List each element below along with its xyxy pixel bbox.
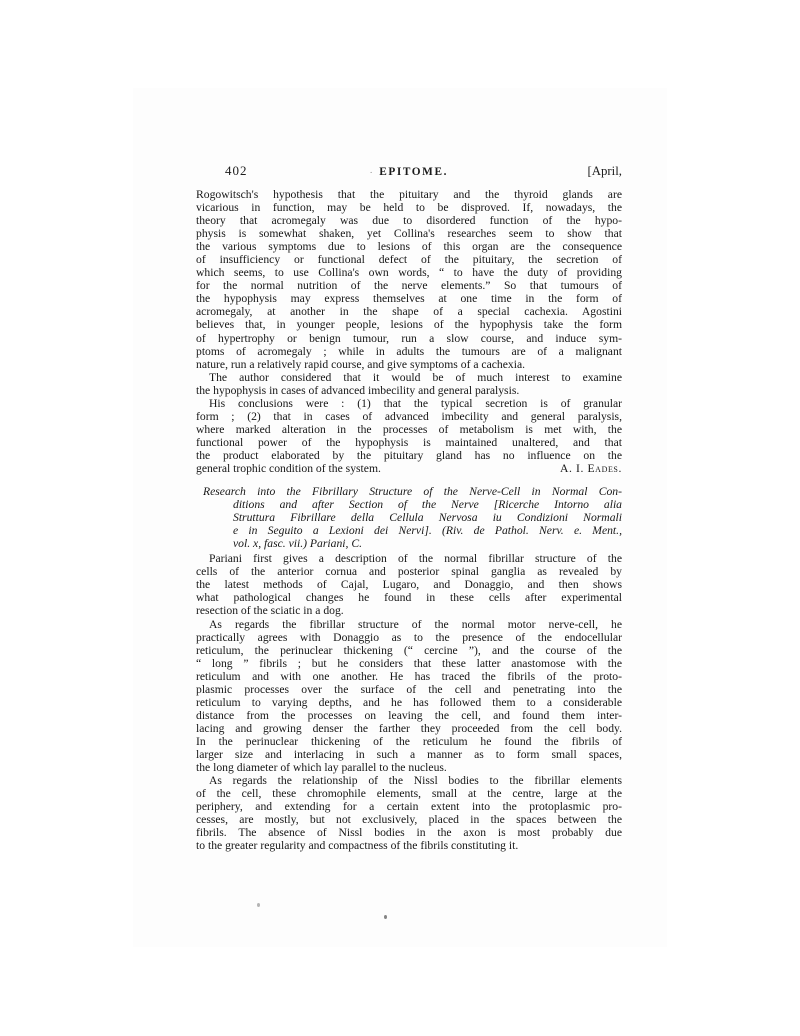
text-line: physis is somewhat shaken, yet Collina's researches seem to show that [196, 227, 622, 241]
text-line: nature, run a relatively rapid course, and give symptoms of a cachexia. [196, 357, 526, 371]
text-line: the latest methods of Cajal, Lugaro, and Donaggio, and then shows [196, 578, 622, 592]
text-line: ditions and after Section of the Nerve [Ricerche Intorno alia [233, 498, 622, 512]
text-line: for the normal nutrition of the nerve elements.” So that tumours of [196, 279, 622, 293]
text-line: practically agrees with Donaggio as to the presence of the endocellular [196, 630, 622, 644]
text-line: Research into the Fibrillary Structure of the Nerve-Cell in Normal Con- [203, 485, 622, 499]
text-line: distance from the processes on leaving the cell, and found them inter- [196, 708, 622, 722]
text-line: theory that acromegaly was due to disordered function of the hypo- [196, 214, 622, 228]
text-line: Rogowitsch's hypothesis that the pituitary and the thyroid glands are [196, 188, 622, 201]
issue-date: [April, [587, 164, 622, 178]
text-line: periphery, and extending for a certain extent into the protoplasmic pro- [196, 800, 622, 814]
text-line: of the cell, these chromophile elements, small at the centre, large at the [196, 787, 622, 801]
text-line: As regards the relationship of the Nissl bodies to the fibrillar elements [209, 774, 622, 788]
scan-artifact-dot [257, 903, 260, 907]
text-line: reticulum, the perinuclear thickening (“ cercine ”), and the course of the [196, 643, 622, 657]
text-line: functional power of the hypophysis is maintained unaltered, and that [196, 435, 622, 449]
text-line: reticulum and with one another. He has traced the fibrils of the proto- [196, 669, 622, 683]
text-line: the long diameter of which lay parallel to the nucleus. [196, 761, 447, 775]
text-line: The author considered that it would be of much interest to examine [209, 370, 622, 384]
text-line: the product elaborated by the pituitary gland has no influence on the [196, 448, 622, 462]
scan-artifact-dot [384, 915, 387, 919]
text-line: resection of the sciatic in a dog. [196, 604, 344, 618]
text-line: His conclusions were : (1) that the typical secretion is of granular [209, 396, 622, 410]
text-line: ptoms of acromegaly ; while in adults the tumours are of a malignant [196, 344, 622, 358]
text-line: cells of the anterior cornua and posterior spinal ganglia as revealed by [196, 565, 622, 579]
text-line: In the perinuclear thickening of the reticulum he found the fibrils of [196, 734, 622, 748]
page-number: 402 [225, 163, 248, 178]
text-line: the various symptoms due to lesions of this organ are the consequence [196, 240, 622, 254]
text-line: of hypertrophy or benign tumour, run a slow course, and induce sym- [196, 331, 622, 345]
text-line: where marked alteration in the processes of metabolism is met with, the [196, 422, 622, 436]
paragraph-pariani-description [196, 552, 622, 617]
paragraph-nissl-bodies [196, 774, 622, 852]
text-line: the hypophysis in cases of advanced imbecility and general paralysis. [196, 383, 520, 397]
text-line: acromegaly, at another in the shape of a special cachexia. Agostini [196, 305, 622, 319]
text-line: vicarious in function, may be held to be disproved. If, nowadays, the [196, 201, 622, 215]
page-number-wrap [196, 163, 329, 179]
running-title-wrap [329, 164, 489, 179]
paragraph-fibrillar-structure [196, 618, 622, 775]
text-line: larger size and interlacing in such a manner as to form small spaces, [196, 747, 622, 761]
text-line: lacing and growing denser the farther they proceeded from the cell body. [196, 721, 622, 735]
text-line: which seems, to use Collina's own words, “ to have the duty of providing [196, 266, 622, 280]
page-header [196, 163, 622, 179]
scan-speck-mark: . [369, 165, 373, 175]
text-line: believes that, in younger people, lesions of the hypophysis take the form [196, 318, 622, 332]
running-title: EPITOME. [379, 166, 449, 178]
text-line: reticulum to varying depths, and he has followed them to a considerable [196, 695, 622, 709]
text-line: Pariani first gives a description of the normal fibrillar structure of the [209, 552, 622, 566]
text-line: of insufficiency or functional defect of the pituitary, the secretion of [196, 253, 622, 267]
text-line [196, 462, 622, 475]
author-signature: A. I. Eades. [559, 461, 622, 475]
text-line-content: general trophic condition of the system. [196, 461, 381, 475]
text-line: “ long ” fibrils ; but he considers that these latter anastomose with the [196, 656, 622, 670]
text-line: fibrils. The absence of Nissl bodies in the axon is most probably due [196, 826, 622, 840]
text-line: cesses, are mostly, but not exclusively, placed in the spaces between the [196, 813, 622, 827]
text-line: e in Seguito a Lexioni dei Nervi]. (Riv. de Pathol. Nerv. e. Ment., [233, 524, 622, 538]
paragraph-author-considered [196, 371, 622, 397]
text-line: plasmic processes over the surface of the cell and penetrating into the [196, 682, 622, 696]
article-heading-citation [196, 485, 622, 550]
text-line: to the greater regularity and compactness of the fibrils constituting it. [196, 839, 519, 853]
paragraph-conclusions [196, 397, 622, 475]
text-line: vol. x, fasc. vii.) Pariani, C. [233, 537, 362, 551]
paragraph-pituitary-continuation [196, 188, 622, 371]
text-line: Struttura Fibrillare della Cellula Nervosa iu Condizioni Normali [233, 511, 622, 525]
text-line: what pathological changes he found in these cells after experimental [196, 591, 622, 605]
text-line: form ; (2) that in cases of advanced imbecility and general paralysis, [196, 409, 622, 423]
text-line: As regards the fibrillar structure of the normal motor nerve-cell, he [209, 617, 622, 631]
text-line: the hypophysis may express themselves at one time in the form of [196, 292, 622, 306]
article-text-block [196, 188, 622, 852]
